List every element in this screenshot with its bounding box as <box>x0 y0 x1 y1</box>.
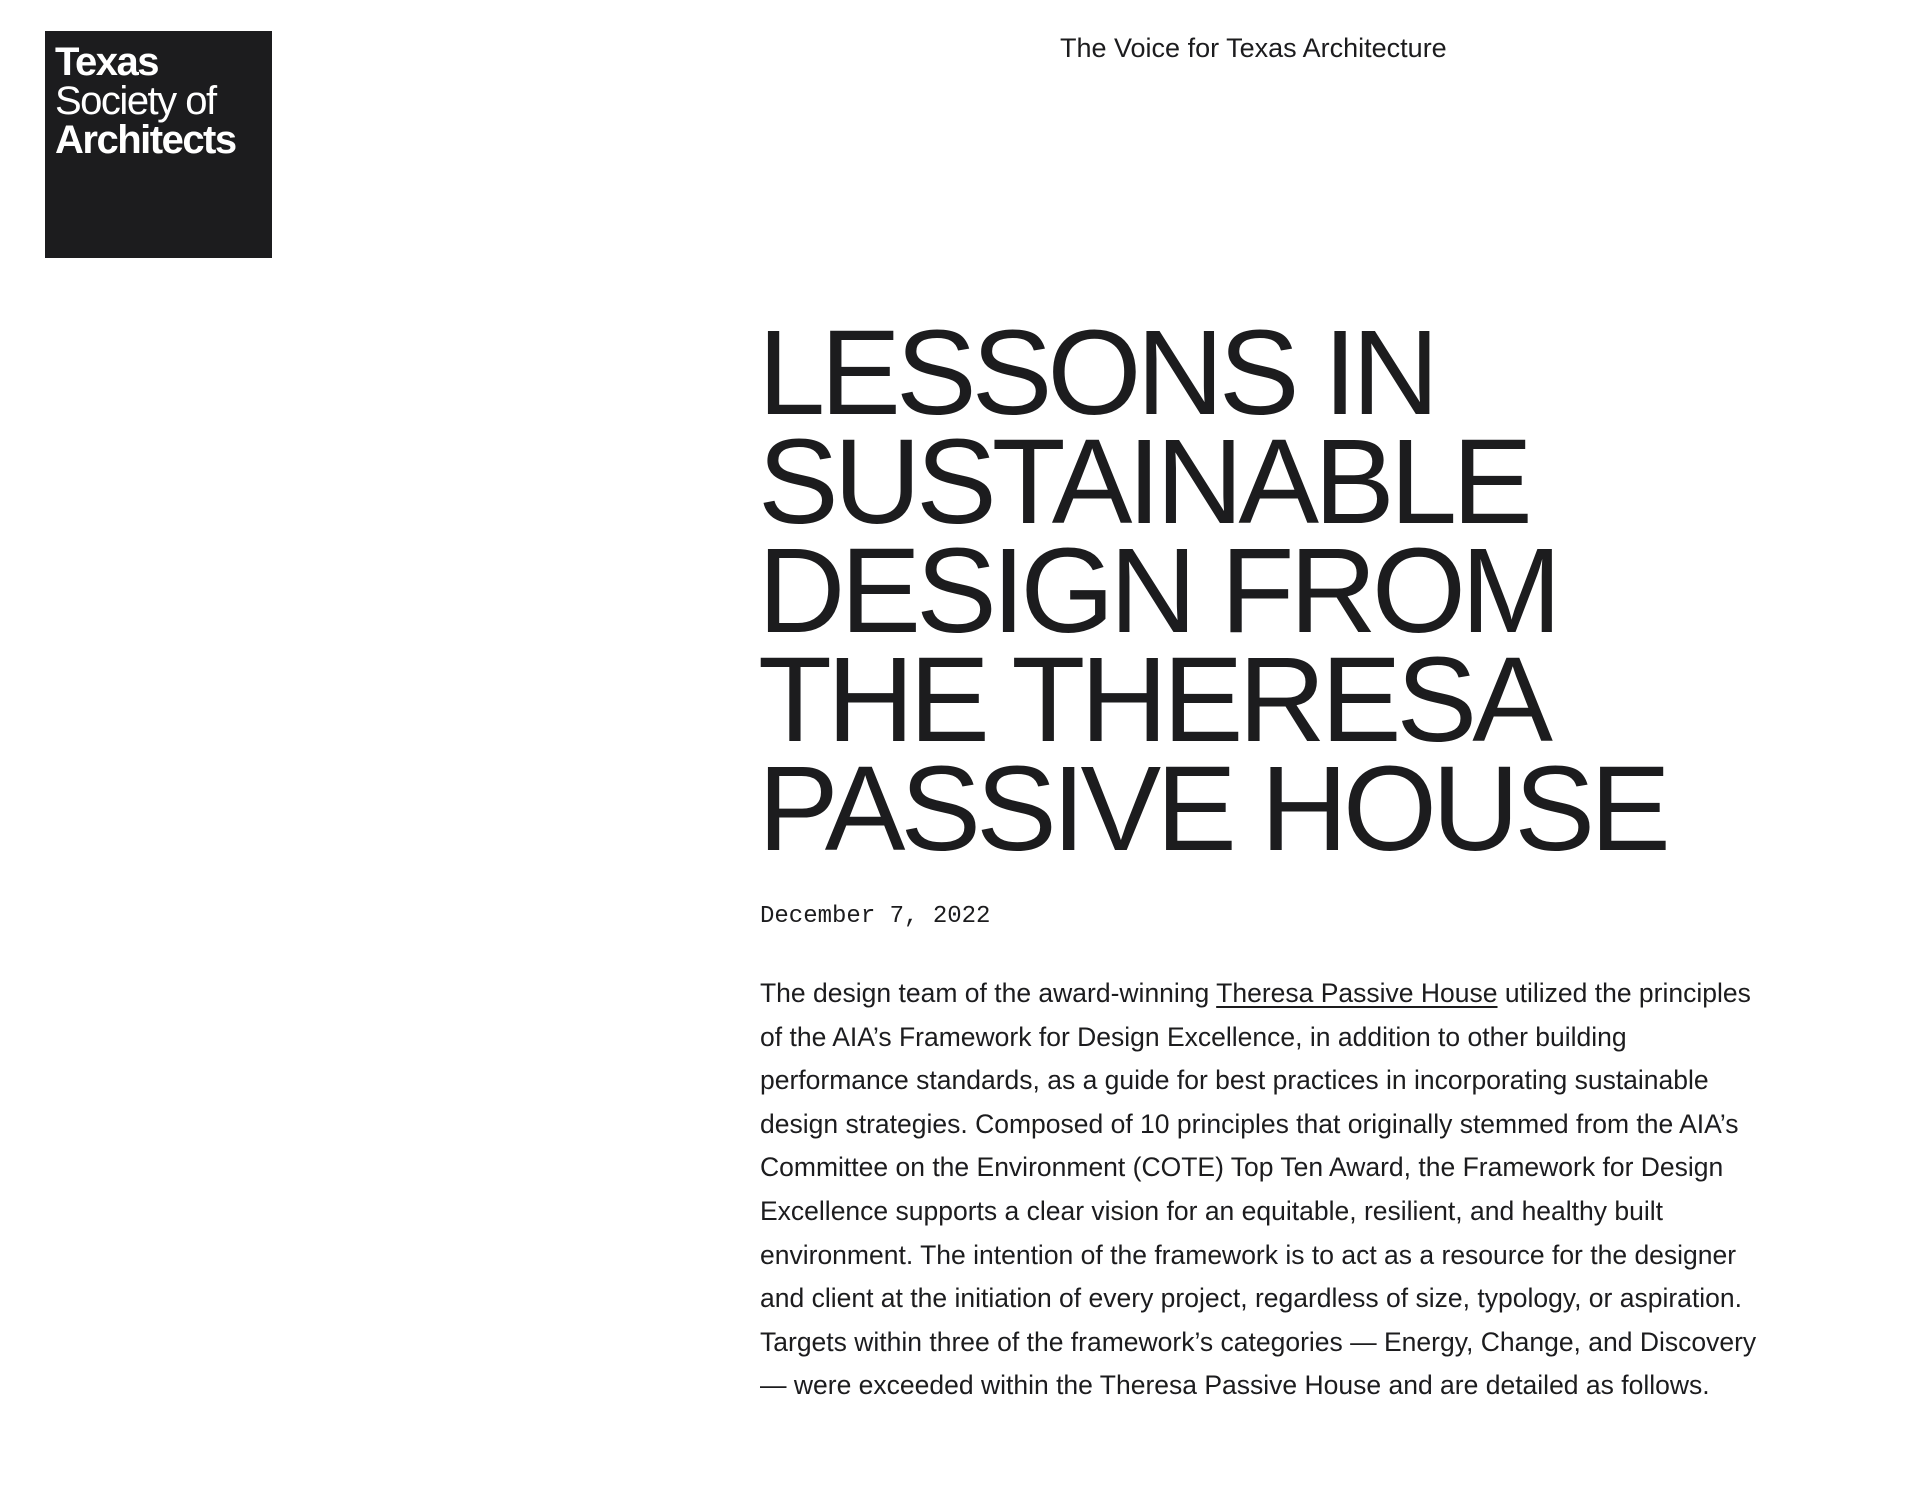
article-date: December 7, 2022 <box>760 903 991 930</box>
intro-text-end: utilized the principles of the AIA’s Framework for Design Excellence, in addition to other building performance standards, as a guide for best practices in incorporating sustainable design strategies. Composed of 10 principles that originally stemmed from the AIA’s Committee on the Environment (COTE) Top Ten Award, the Framework for Design Excellence supports a clear vision for an equitable, resilient, and healthy built environment. The intention of the framework is to act as a resource for the designer and client at the initiation of every project, regardless of size, typology, or aspiration. Targets within three of the framework’s categories — Energy, Change, and Discovery — were exceeded within the Theresa Passive House and are detailed as follows. <box>760 978 1757 1401</box>
logo-text-architects: Architects <box>55 118 236 162</box>
article-title-line: THE THERESA <box>758 631 1548 767</box>
article-title-line: SUSTAINABLE <box>758 413 1528 549</box>
site-tagline: The Voice for Texas Architecture <box>1060 33 1447 63</box>
logo-text-texas: Texas <box>55 40 158 84</box>
article-title-line: DESIGN FROM <box>758 522 1557 658</box>
logo-text-society-of: Society of <box>55 79 216 123</box>
article-title <box>758 304 1758 876</box>
theresa-passive-house-link[interactable]: Theresa Passive House <box>1216 978 1498 1008</box>
article-intro-paragraph <box>760 972 1770 1408</box>
article-title-line: PASSIVE HOUSE <box>758 740 1666 876</box>
article-title-line: LESSONS IN <box>758 304 1435 440</box>
intro-text-start: The design team of the award-winning <box>760 978 1217 1008</box>
tsa-logo-link[interactable] <box>45 31 272 258</box>
